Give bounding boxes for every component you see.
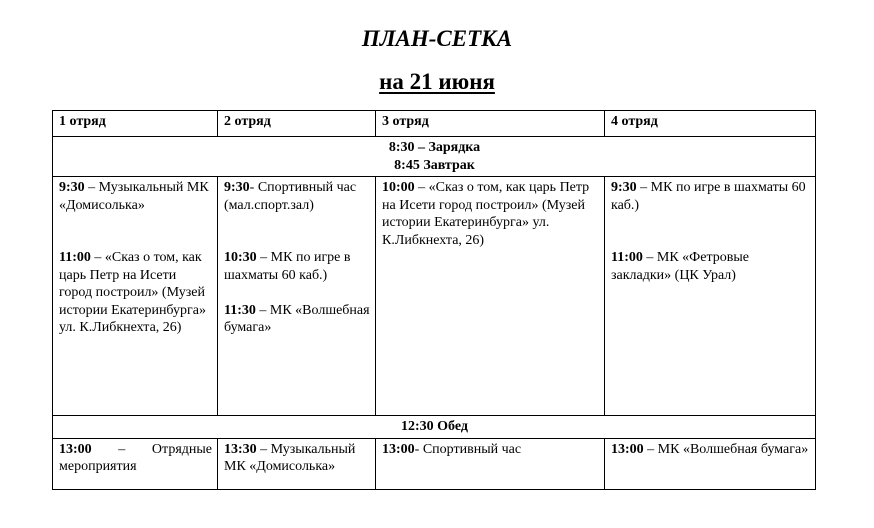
common-morning-cell	[53, 137, 816, 177]
header-squad-3: 3 отряд	[376, 111, 605, 137]
event-time: 13:30 – Музыкальный МК «Домисолька»	[224, 441, 356, 474]
lunch-cell: 12:30 Обед	[53, 416, 816, 439]
event-time: 9:30 – МК по игре в шахматы 60 каб.)	[611, 180, 806, 213]
event-time: 11:30 – МК «Волшебная бумага»	[224, 302, 370, 335]
squad-1-morning-cell	[53, 177, 218, 416]
breakfast-text: 8:45 Завтрак	[394, 157, 475, 173]
event-time: 9:30- Спортивный час (мал.спорт.зал)	[224, 180, 357, 213]
exercise-text: 8:30 – Зарядка	[388, 140, 481, 155]
header-row	[53, 111, 816, 137]
event-time: 13:00 – МК «Волшебная бумага»	[611, 441, 809, 457]
schedule-table	[52, 110, 816, 490]
squad-4-morning-cell	[605, 177, 816, 416]
event-time: 13:00- Спортивный час	[382, 441, 522, 457]
squad-3-afternoon-cell	[376, 438, 605, 489]
lunch-row	[53, 416, 816, 439]
event-time: 11:00 – МК «Фетровые закладки» (ЦК Урал)	[611, 250, 749, 283]
event-time: 11:00 – «Сказ о том, как царь Петр на Исети город построил» (Музей истории Екатеринбурга» ул. К.Либкнехта, 26)	[59, 250, 206, 335]
event-time: 13:00 – Отрядные	[59, 441, 212, 457]
header-squad-4: 4 отряд	[605, 111, 816, 137]
header-squad-2: 2 отряд	[218, 111, 376, 137]
squad-2-morning-cell	[218, 177, 376, 416]
event-time: 10:30 – МК по игре в шахматы 60 каб.)	[224, 250, 351, 283]
afternoon-row	[53, 438, 816, 489]
squad-3-morning-cell	[376, 177, 605, 416]
common-morning-row	[53, 137, 816, 177]
page-subtitle-date	[0, 67, 874, 97]
page-title: ПЛАН-СЕТКА	[361, 26, 513, 51]
date-text: на 21 июня	[379, 69, 495, 94]
event-text: мероприятия	[59, 459, 137, 474]
morning-row	[53, 177, 816, 416]
squad-4-afternoon-cell	[605, 438, 816, 489]
squad-1-afternoon-cell	[53, 438, 218, 489]
event-time: 10:00 – «Сказ о том, как царь Петр на Исети город построил» (Музей истории Екатеринбурга» ул. К.Либкнехта, 26)	[382, 180, 590, 248]
squad-2-afternoon-cell	[218, 438, 376, 489]
header-squad-1: 1 отряд	[53, 111, 218, 137]
event-time: 9:30 – Музыкальный МК «Домисолька»	[59, 180, 209, 213]
